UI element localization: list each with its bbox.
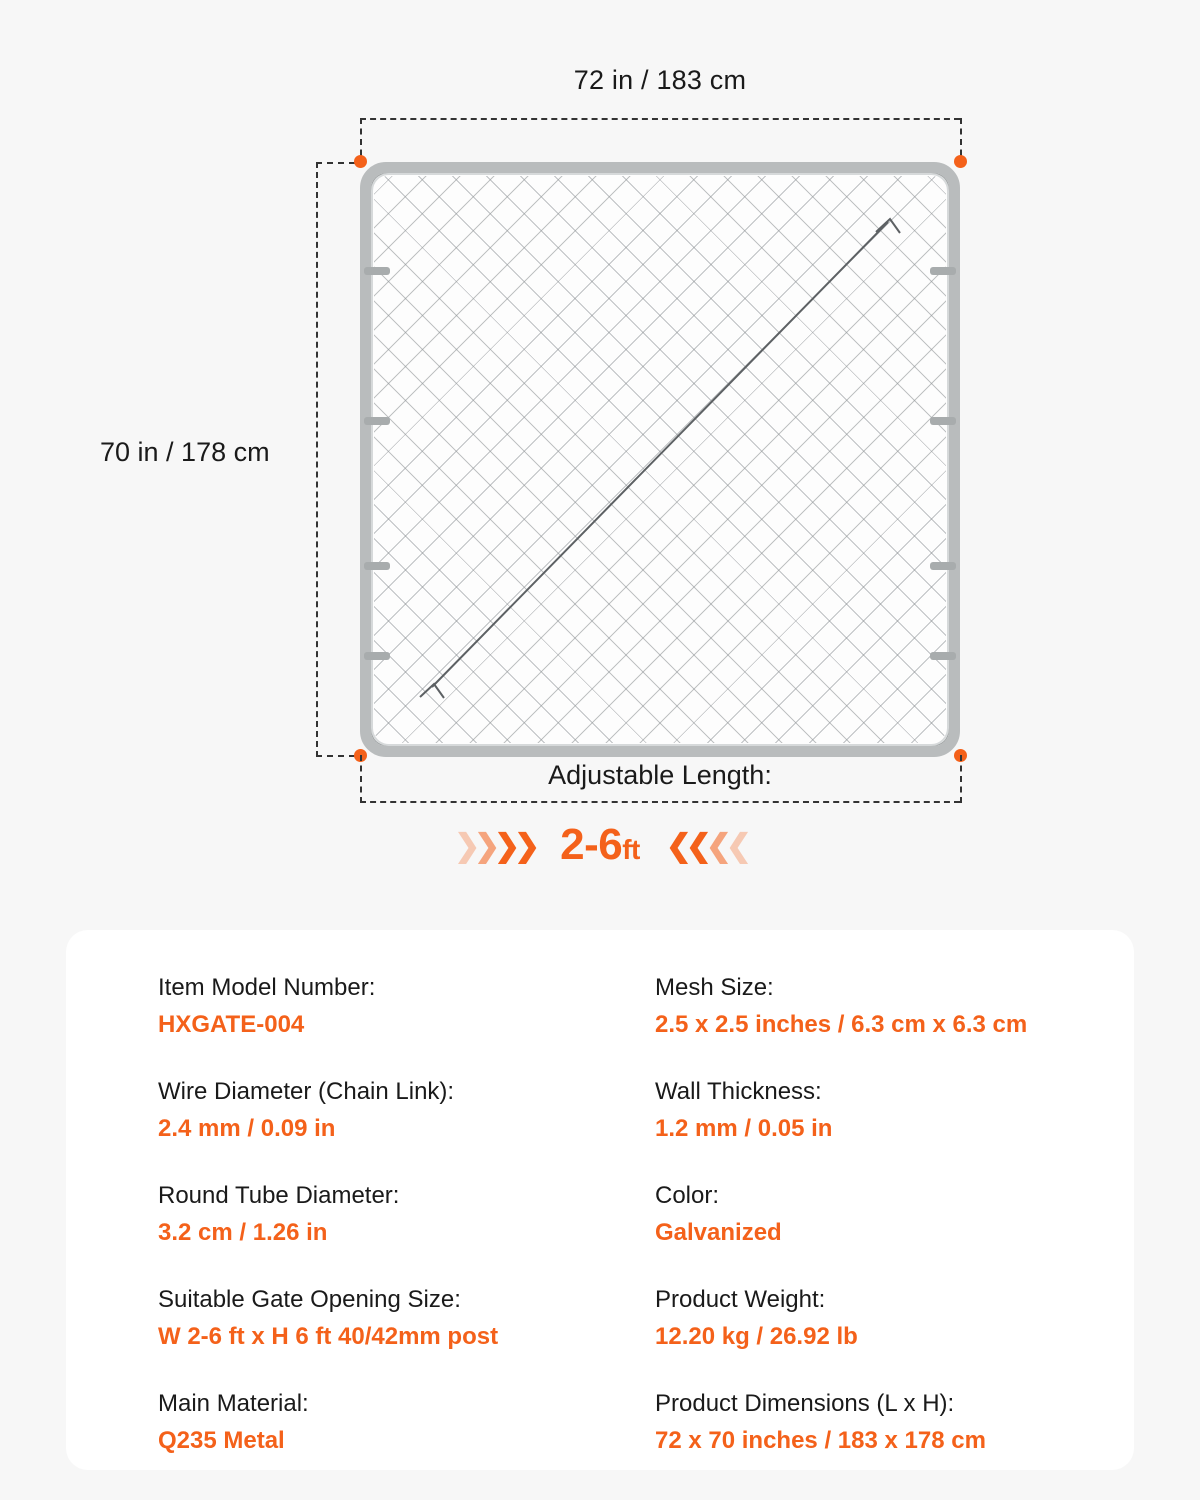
spec-value: W 2-6 ft x H 6 ft 40/42mm post <box>158 1323 499 1351</box>
left-dimension-line <box>316 162 318 757</box>
adjustable-length-callout <box>0 820 1200 870</box>
spec-item <box>96 1388 595 1492</box>
adjustable-length-unit: ft <box>622 834 640 865</box>
gate-brace <box>364 562 390 570</box>
spec-value: 1.2 mm / 0.05 in <box>655 1115 833 1143</box>
spec-label: Suitable Gate Opening Size: <box>158 1285 461 1313</box>
spec-value: 2.5 x 2.5 inches / 6.3 cm x 6.3 cm <box>655 1011 1028 1039</box>
spec-value: 12.20 kg / 26.92 lb <box>655 1323 858 1351</box>
gate-brace <box>930 267 956 275</box>
spec-label: Product Dimensions (L x H): <box>655 1389 955 1417</box>
bottom-dimension-tick-right <box>960 755 962 803</box>
spec-value: 72 x 70 inches / 183 x 178 cm <box>655 1427 986 1455</box>
gate-brace <box>364 267 390 275</box>
gate-brace <box>364 652 390 660</box>
spec-item <box>605 972 1104 1076</box>
spec-label: Main Material: <box>158 1389 309 1417</box>
spec-item <box>605 1388 1104 1492</box>
gate-brace <box>364 417 390 425</box>
spec-label: Color: <box>655 1181 720 1209</box>
spec-label: Mesh Size: <box>655 974 774 1001</box>
spec-label: Item Model Number: <box>158 974 376 1001</box>
adjustable-length-label: Adjustable Length: <box>548 760 772 790</box>
spec-item <box>605 1180 1104 1284</box>
spec-value: Q235 Metal <box>158 1427 285 1455</box>
spec-label: Wire Diameter (Chain Link): <box>158 1077 455 1105</box>
spec-label: Product Weight: <box>655 1285 826 1313</box>
spec-value: 3.2 cm / 1.26 in <box>158 1219 328 1247</box>
left-dimension-label: 70 in / 178 cm <box>100 437 270 467</box>
adjustable-length-number: 2-6 <box>560 820 623 869</box>
spec-label: Wall Thickness: <box>655 1077 822 1105</box>
chain-link-gate-illustration <box>360 162 960 757</box>
specifications-grid <box>96 972 1104 1492</box>
spec-value: HXGATE-004 <box>158 1011 305 1039</box>
spec-label: Round Tube Diameter: <box>158 1181 400 1209</box>
spec-item <box>96 1180 595 1284</box>
bottom-dimension-tick-left <box>360 755 362 803</box>
chevrons-left-icon: ❮ ❮ ❮ ❮ <box>665 827 746 863</box>
gate-brace <box>930 652 956 660</box>
diagonal-tension-wire-icon <box>360 162 960 757</box>
gate-brace <box>930 562 956 570</box>
spec-item <box>96 972 595 1076</box>
chevrons-right-icon: ❯ ❯ ❯ ❯ <box>454 827 535 863</box>
top-dimension-label: 72 in / 183 cm <box>573 65 747 95</box>
adjustable-length-value <box>560 820 640 870</box>
spec-item <box>96 1076 595 1180</box>
bottom-dimension-line <box>360 801 960 803</box>
spec-item <box>605 1284 1104 1388</box>
gate-brace <box>930 417 956 425</box>
spec-value: Galvanized <box>655 1219 782 1247</box>
spec-value: 2.4 mm / 0.09 in <box>158 1115 336 1143</box>
specifications-card <box>66 930 1134 1470</box>
top-dimension-line <box>360 118 960 120</box>
spec-item <box>605 1076 1104 1180</box>
spec-item <box>96 1284 595 1388</box>
